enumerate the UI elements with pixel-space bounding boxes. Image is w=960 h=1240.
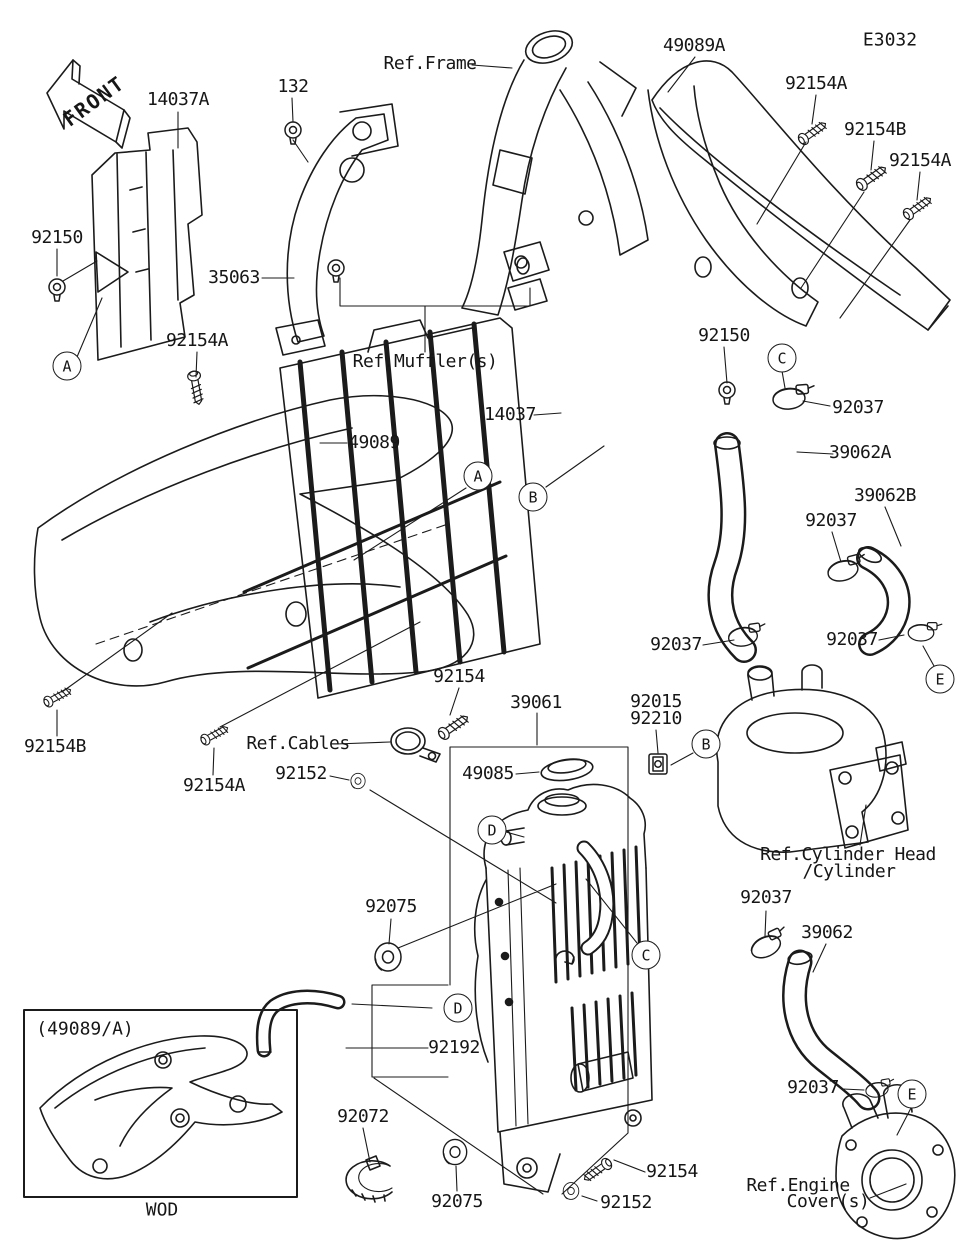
part-label-39061: 39061 — [510, 692, 562, 713]
part-label-92152: 92152 — [600, 1192, 652, 1213]
radiator-guard-part — [244, 318, 540, 698]
front-arrow-label: FRONT — [58, 70, 130, 132]
part-label-92154: 92154 — [433, 666, 485, 687]
part-label-14037: 14037 — [484, 404, 536, 425]
part-label-92192: 92192 — [428, 1037, 480, 1058]
part-label-92154a: 92154A — [888, 150, 952, 171]
part-label-49085: 49085 — [462, 763, 514, 784]
part-label-92154: 92154 — [646, 1161, 698, 1182]
part-label-39062a: 39062A — [828, 442, 892, 463]
diagram-code: E3032 — [862, 29, 918, 51]
part-label-92150: 92150 — [698, 325, 750, 346]
part-label-92154a: 92154A — [784, 73, 848, 94]
marker-c: C — [768, 344, 797, 373]
part-label-92037: 92037 — [832, 397, 884, 418]
part-label-92210: 92210 — [630, 708, 682, 729]
marker-d: D — [444, 994, 473, 1023]
water-pump-cylinder-head-part — [717, 665, 908, 852]
shroud-part — [34, 396, 473, 686]
part-label-92037: 92037 — [650, 634, 702, 655]
part-label-92154a: 92154A — [165, 330, 229, 351]
clamp-92072-part — [346, 1156, 392, 1202]
part-label-refcables: Ref.Cables — [246, 733, 350, 754]
part-label-92075: 92075 — [431, 1191, 483, 1212]
marker-c: C — [632, 941, 661, 970]
frame-part — [462, 25, 648, 315]
part-label-cylinder: /Cylinder — [802, 861, 896, 882]
part-label-132: 132 — [277, 76, 309, 97]
part-label-49089: 49089 — [348, 432, 400, 453]
part-label-92037: 92037 — [826, 629, 878, 650]
part-label-49089a: 49089A — [662, 35, 726, 56]
engine-cover-part — [836, 1085, 955, 1239]
part-label-92037: 92037 — [787, 1077, 839, 1098]
muffler-bracket-part — [504, 242, 549, 310]
part-label-35063: 35063 — [208, 267, 260, 288]
shroud-a-part — [648, 61, 950, 330]
hose-39062a — [714, 437, 744, 650]
part-label-92015: 92015 — [630, 691, 682, 712]
part-label-39062b: 39062B — [853, 485, 917, 506]
part-label-92154b: 92154B — [843, 119, 907, 140]
marker-e: E — [898, 1080, 927, 1109]
part-label-92037: 92037 — [740, 887, 792, 908]
overflow-tube — [584, 848, 607, 948]
marker-e: E — [926, 665, 955, 694]
inset-caption: (49089/A) — [36, 1018, 134, 1040]
radiator-guard-a-part — [92, 128, 202, 360]
part-label-refmufflers: Ref.Muffler(s) — [352, 351, 498, 372]
part-label-92150: 92150 — [31, 227, 83, 248]
cable-clamp-part — [391, 728, 440, 762]
part-label-14037a: 14037A — [146, 89, 210, 110]
part-label-92154b: 92154B — [23, 736, 87, 757]
marker-b: B — [692, 730, 721, 759]
marker-a: A — [464, 462, 493, 491]
part-label-refengine: Ref.Engine — [746, 1175, 850, 1196]
footnote-wod: WOD — [145, 1199, 179, 1221]
radiator-part — [475, 784, 652, 1192]
hose-39062 — [787, 950, 868, 1098]
marker-b: B — [519, 483, 548, 512]
part-label-covers: Cover(s) — [786, 1191, 870, 1212]
radiator-cap-part — [540, 756, 594, 783]
part-label-refframe: Ref.Frame — [383, 53, 477, 74]
marker-a: A — [53, 352, 82, 381]
part-label-39062: 39062 — [801, 922, 853, 943]
marker-d: D — [478, 816, 507, 845]
part-label-92037: 92037 — [805, 510, 857, 531]
part-label-92075: 92075 — [365, 896, 417, 917]
part-label-92152: 92152 — [275, 763, 327, 784]
part-label-92154a: 92154A — [182, 775, 246, 796]
part-label-refcylinderhead: Ref.Cylinder Head — [760, 844, 936, 865]
part-label-92072: 92072 — [337, 1106, 389, 1127]
